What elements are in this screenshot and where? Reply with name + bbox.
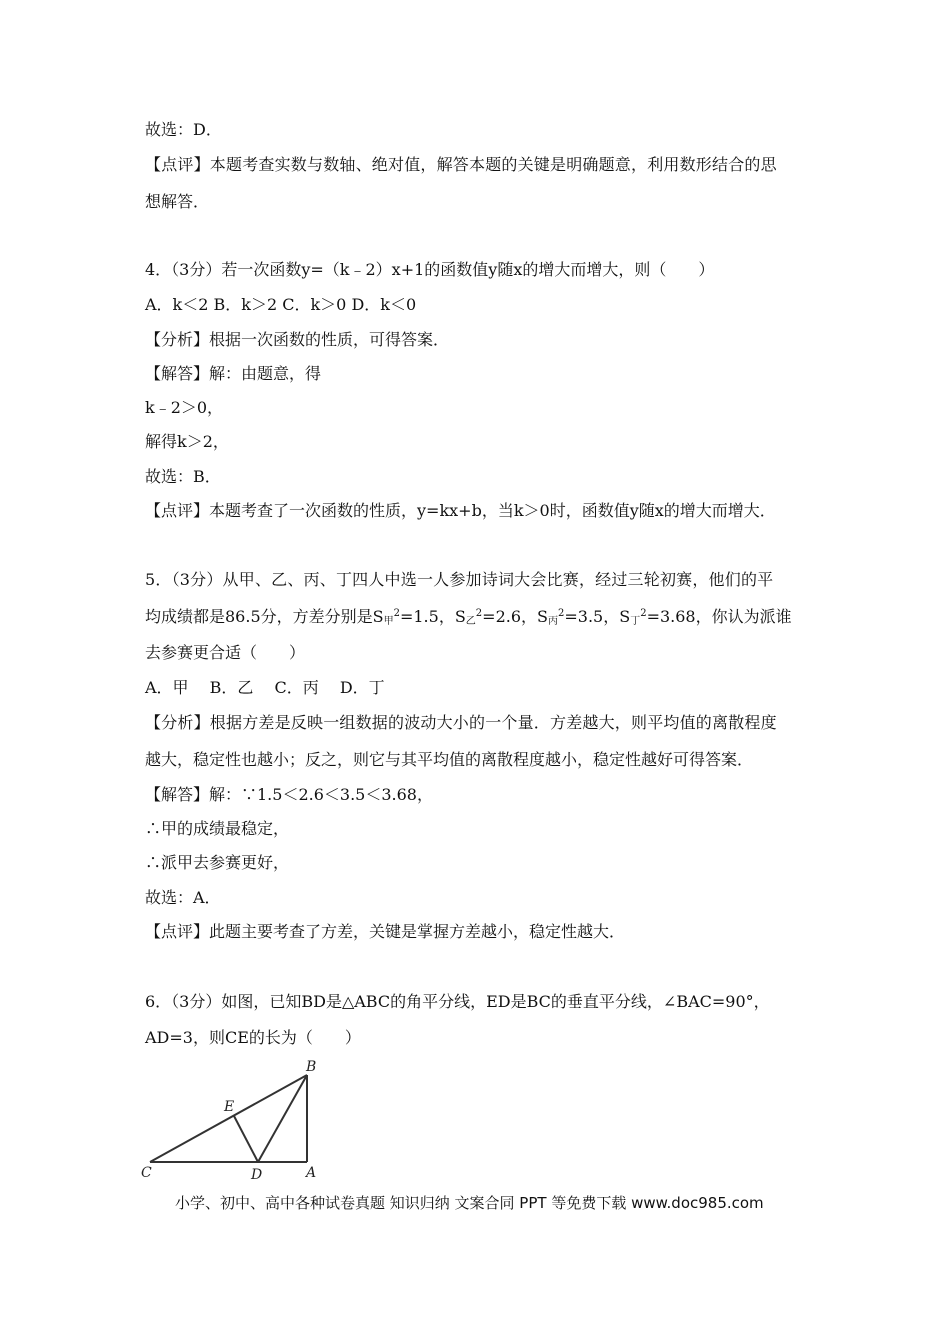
superscript: 2: [393, 608, 400, 619]
subscript: 丁: [630, 616, 641, 627]
superscript: 2: [475, 608, 483, 619]
text-line: 故选：B．: [145, 467, 221, 486]
text-segment: =2.6，S: [482, 607, 548, 626]
text-line: 【分析】根据一次函数的性质，可得答案．: [145, 330, 450, 349]
text-line: 【点评】本题考查实数与数轴、绝对值，解答本题的关键是明确题意，利用数形结合的思: [145, 155, 777, 174]
text-line: k﹣2＞0，: [145, 398, 224, 417]
text-line: 想解答．: [145, 192, 210, 211]
question-5-options: A．甲 B．乙 C．丙 D．丁: [145, 678, 385, 697]
question-5: 5．（3分）从甲、乙、丙、丁四人中选一人参加诗词大会比赛，经过三轮初赛，他们的平: [145, 570, 774, 589]
page-footer: 小学、初中、高中各种试卷真题 知识归纳 文案合同 PPT 等免费下载 www.doc985.com: [175, 1194, 764, 1212]
text-line: 【解答】解：∵1.5＜2.6＜3.5＜3.68，: [145, 785, 433, 804]
subscript: 甲: [383, 616, 394, 627]
subscript: 丙: [548, 616, 558, 627]
text-segment: =3.5，S: [564, 607, 631, 626]
text-line: 越大，稳定性也越小；反之，则它与其平均值的离散程度越小，稳定性越好可得答案．: [145, 750, 754, 769]
text-segment: 均成绩都是86.5分，方差分别是S: [145, 607, 384, 626]
superscript: 2: [640, 608, 647, 619]
text-line: ∴甲的成绩最稳定，: [145, 819, 290, 838]
triangle-lines: [150, 1075, 307, 1162]
geometry-figure: [135, 1055, 335, 1185]
subscript: 乙: [465, 616, 476, 627]
text-line: 解得k＞2，: [145, 432, 229, 451]
text-line: 【点评】此题主要考查了方差，关键是掌握方差越小，稳定性越大．: [145, 922, 626, 941]
text-line: 【解答】解：由题意，得: [145, 364, 322, 383]
label-e: E: [224, 1099, 235, 1115]
question-5-variances: [145, 607, 792, 630]
label-c: C: [141, 1165, 152, 1181]
label-a: A: [306, 1165, 317, 1181]
question-6: 6．（3分）如图，已知BD是△ABC的角平分线，ED是BC的垂直平分线，∠BAC=90°，: [145, 992, 770, 1011]
segment-ed: [234, 1116, 258, 1162]
text-line: 故选：A．: [145, 888, 221, 907]
text-line: 【分析】根据方差是反映一组数据的波动大小的一个量．方差越大，则平均值的离散程度: [145, 713, 777, 732]
text-line: ∴派甲去参赛更好，: [145, 853, 290, 872]
question-4: 4．（3分）若一次函数y=（k﹣2）x+1的函数值y随x的增大而增大，则（ ）: [145, 260, 715, 279]
text-line: 故选：D．: [145, 120, 222, 139]
text-segment: =3.68，你认为派谁: [646, 607, 792, 626]
text-line: 去参赛更合适（ ）: [145, 643, 306, 662]
label-b: B: [306, 1059, 317, 1075]
label-d: D: [251, 1167, 263, 1183]
superscript: 2: [558, 608, 565, 619]
text-segment: =1.5，S: [399, 607, 466, 626]
text-line: AD=3，则CE的长为（ ）: [145, 1028, 361, 1047]
question-4-options: A．k＜2 B．k＞2 C．k＞0 D．k＜0: [145, 295, 417, 314]
text-line: 【点评】本题考查了一次函数的性质，y=kx+b，当k＞0时，函数值y随x的增大而增大．: [145, 501, 776, 520]
